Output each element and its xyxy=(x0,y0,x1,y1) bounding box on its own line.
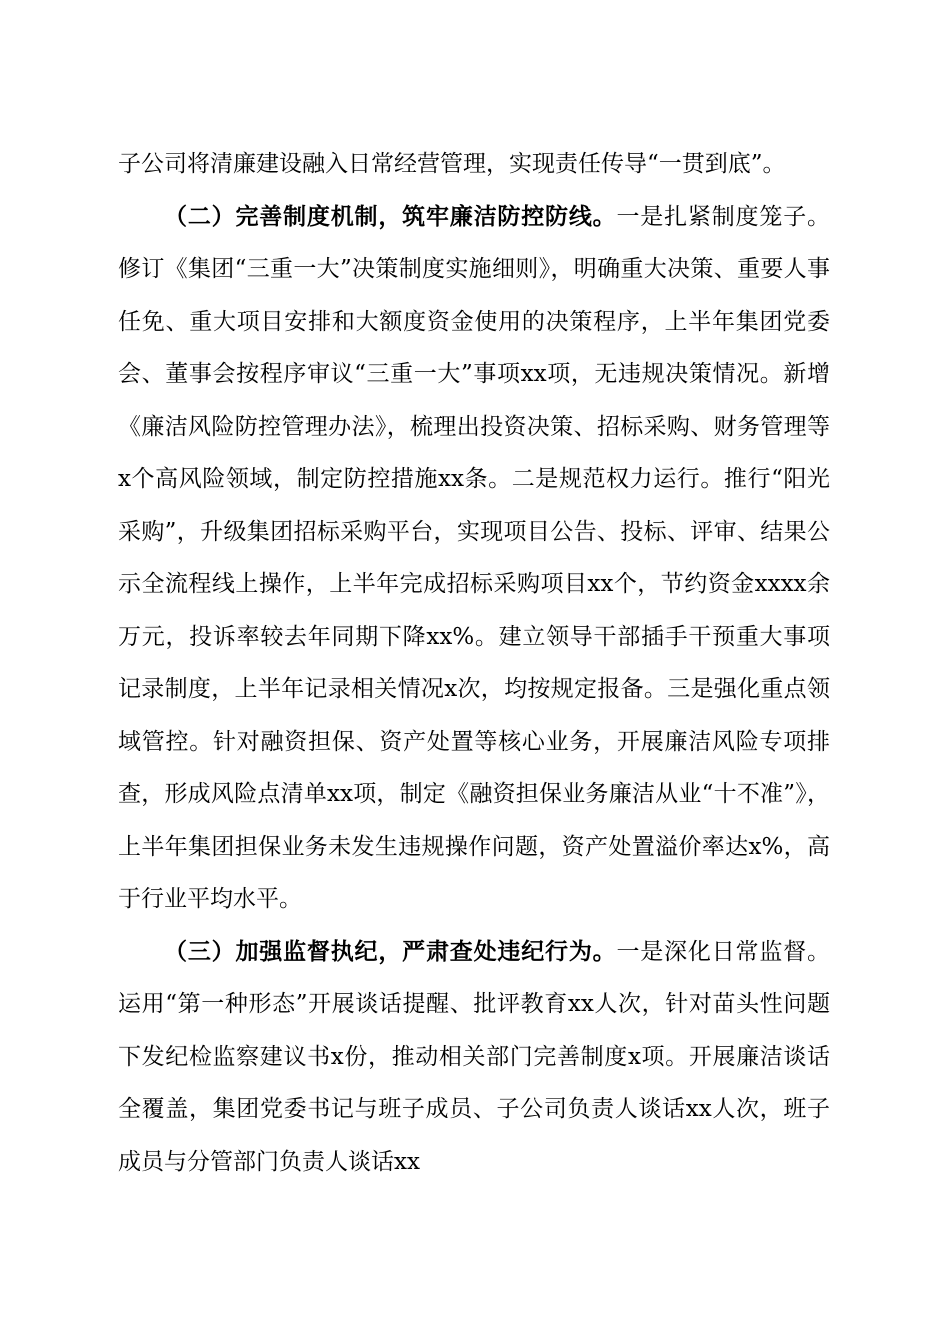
paragraph-1-text: 子公司将清廉建设融入日常经营管理，实现责任传导“一贯到底”。 xyxy=(118,151,786,177)
paragraph-3 xyxy=(118,926,830,1189)
paragraph-2-text: 一是扎紧制度笼子。修订《集团“三重一大”决策制度实施细则》，明确重大决策、重要人事任免、重大项目安排和大额度资金使用的决策程序，上半年集团党委会、董事会按程序审议“三重一大”事项xx项，无违规决策情况。新增《廉洁风险防控管理办法》，梳理出投资决策、招标采购、财务管理等x个高风险领域，制定防控措施xx条。二是规范权力运行。推行“阳光采购”，升级集团招标采购平台，实现项目公告、投标、评审、结果公示全流程线上操作，上半年完成招标采购项目xx个，节约资金xxxx余万元，投诉率较去年同期下降xx%。建立领导干部插手干预重大事项记录制度，上半年记录相关情况x次，均按规定报备。三是强化重点领域管控。针对融资担保、资产处置等核心业务，开展廉洁风险专项排查，形成风险点清单xx项，制定《融资担保业务廉洁从业“十不准”》，上半年集团担保业务未发生违规操作问题，资产处置溢价率达x%，高于行业平均水平。 xyxy=(118,203,831,912)
paragraph-2 xyxy=(118,191,830,926)
section-heading-3: （三）加强监督执纪，严肃查处违纪行为。 xyxy=(164,937,617,965)
paragraph-1 xyxy=(118,138,830,191)
document-page xyxy=(118,138,830,1188)
section-heading-2: （二）完善制度机制，筑牢廉洁防控防线。 xyxy=(164,202,617,230)
paragraph-3-text: 一是深化日常监督。运用“第一种形态”开展谈话提醒、批评教育xx人次，针对苗头性问题下发纪检监察建议书x份，推动相关部门完善制度x项。开展廉洁谈话全覆盖，集团党委书记与班子成员、子公司负责人谈话xx人次，班子成员与分管部门负责人谈话xx xyxy=(118,938,831,1175)
